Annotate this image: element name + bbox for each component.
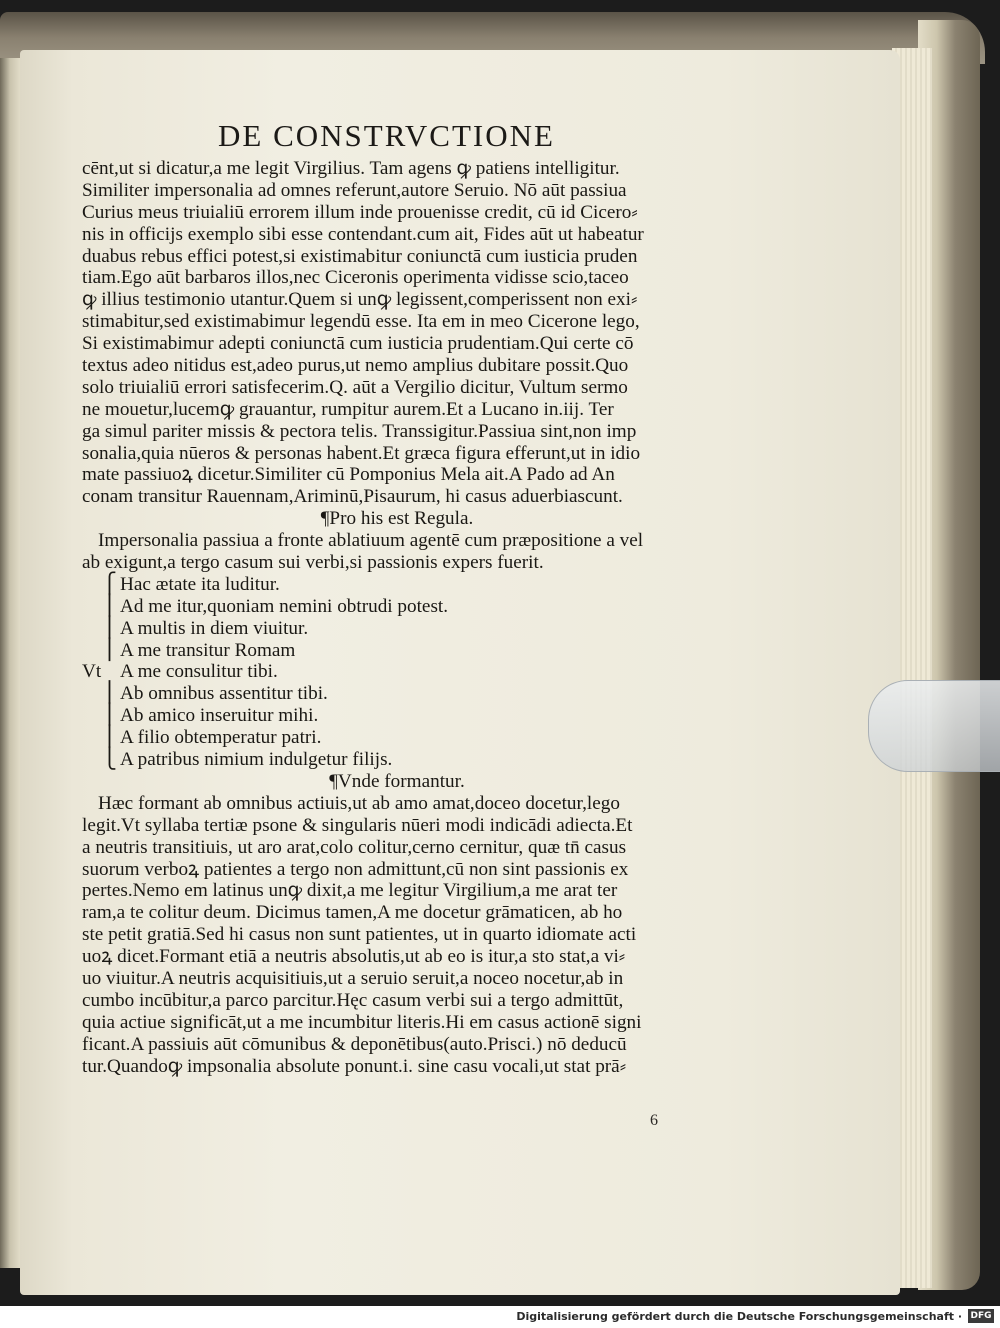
text-line: cumbo incūbitur,a parco parcitur.Hęc casum verbi sui a tergo admittūt, bbox=[82, 989, 624, 1011]
text-line: ne mouetur,lucemꝙ grauantur, rumpitur aurem.Et a Lucano in.iij. Ter bbox=[82, 398, 614, 420]
text-line: ste petit gratiā.Sed hi casus non sunt patientes, ut in quarto idiomate acti bbox=[82, 924, 637, 946]
example-text: A me transitur Romam bbox=[120, 639, 296, 661]
text-line: a neutris transitiuis, ut aro arat,colo colitur,cerno cernitur, quæ tn̄ casus bbox=[82, 836, 627, 858]
example-line bbox=[82, 727, 712, 749]
page-text bbox=[82, 158, 712, 1077]
running-header: DE CONSTRVCTIONE bbox=[218, 118, 555, 153]
example-text: A multis in diem viuitur. bbox=[120, 617, 309, 639]
footer-bar bbox=[0, 1306, 1000, 1328]
example-text: Ab omnibus assentitur tibi. bbox=[120, 683, 328, 705]
example-line bbox=[82, 574, 712, 596]
example-line bbox=[82, 683, 712, 705]
text-line: pertes.Nemo em latinus unꝙ dixit,a me legitur Virgilium,a me arat ter bbox=[82, 880, 618, 902]
text-line: mate passiuoꝝ dicetur.Similiter cū Pomponius Mela ait.A Pado ad An bbox=[82, 464, 615, 486]
example-text: Hac ætate ita luditur. bbox=[120, 573, 280, 595]
text-line: Hæc formant ab omnibus actiuis,ut ab amo amat,doceo docetur,lego bbox=[98, 792, 620, 814]
example-text: Ab amico inseruitur mihi. bbox=[120, 705, 319, 727]
text-line: nis in officijs exemplo sibi esse contendant.cum ait, Fides aūt ut habeatur bbox=[82, 223, 644, 245]
text-line: textus adeo nitidus est,adeo purus,ut nemo amplius dubitare possit.Quo bbox=[82, 355, 629, 377]
example-text: Ad me itur,quoniam nemini obtrudi potest. bbox=[120, 595, 449, 617]
funding-credit: Digitalisierung gefördert durch die Deutsche Forschungsgemeinschaft · bbox=[516, 1310, 962, 1323]
text-line: cēnt,ut si dicatur,a me legit Virgilius. Tam agens ꝙ patiens intelligitur. bbox=[82, 158, 620, 179]
text-line: tiam.Ego aūt barbaros illos,nec Ciceronis operimenta vidisse scio,taceo bbox=[82, 267, 629, 289]
example-line bbox=[82, 640, 712, 662]
text-line: uo viuitur.A neutris acquisitiuis,ut a seruio seruit,a noceo nocetur,ab in bbox=[82, 967, 624, 989]
bracket-mark: ⎪ bbox=[102, 682, 117, 705]
bracket-mark: ⎪ bbox=[102, 638, 117, 661]
rule-line: Impersonalia passiua a fronte ablatiuum agentē cum præpositione a vel bbox=[98, 530, 644, 552]
page-number: 6 bbox=[650, 1112, 658, 1129]
example-line bbox=[82, 596, 712, 618]
example-line bbox=[82, 661, 712, 683]
text-line: quia actiue significāt,ut a me incumbitur literis.Hi em casus actionē signi bbox=[82, 1011, 642, 1033]
rule-line: ab exigunt,a tergo casum sui verbi,si passionis expers fuerit. bbox=[82, 552, 544, 574]
text-line: suorum verboꝝ patientes a tergo non admittunt,cū non sint passionis ex bbox=[82, 858, 629, 880]
rule-heading: ¶Pro his est Regula. bbox=[320, 508, 474, 530]
dfg-logo-icon: DFG bbox=[968, 1309, 994, 1323]
example-text: A filio obtemperatur patri. bbox=[120, 727, 322, 749]
text-line: ram,a te colitur deum. Dicimus tamen,A me docetur grāmaticen, ab ho bbox=[82, 902, 623, 924]
text-line: stimabitur,sed existimabimur legendū esse. Ita em in meo Cicerone lego, bbox=[82, 311, 640, 333]
bracket-mark: ⎪ bbox=[102, 726, 117, 749]
text-line: ꝙ illius testimonio utantur.Quem si unꝙ legissent,comperissent non exi⸗ bbox=[82, 289, 638, 311]
text-line: ga simul pariter missis & pectora telis. Transsigitur.Passiua sint,non imp bbox=[82, 420, 637, 442]
text-line: duabus rebus effici potest,si existimabitur coniunctā cum iusticia pruden bbox=[82, 245, 638, 267]
example-line bbox=[82, 705, 712, 727]
page-clip bbox=[868, 680, 1000, 772]
text-line: solo triuialiū errori satisfecerim.Q. aūt a Vergilio dicitur, Vultum sermo bbox=[82, 376, 628, 398]
text-line: Curius meus triuialiū errorem illum inde prouenisse credit, cū id Cicero⸗ bbox=[82, 201, 638, 223]
left-page-edge bbox=[0, 58, 22, 1268]
bracket-mark: ⎪ bbox=[102, 616, 117, 639]
text-line: Si existimabimur adepti coniunctā cum iusticia prudentiam.Qui certe cō bbox=[82, 333, 634, 355]
section-heading: ¶Vnde formantur. bbox=[329, 770, 465, 792]
text-line: tur.Quandoꝙ impsonalia absolute ponunt.i. sine casu vocali,ut stat prā⸗ bbox=[82, 1055, 627, 1077]
example-line bbox=[82, 749, 712, 771]
example-text: A patribus nimium indulgetur filijs. bbox=[120, 749, 393, 771]
text-line: conam transitur Rauennam,Ariminū,Pisaurum, hi casus aduerbiascunt. bbox=[82, 486, 623, 508]
example-text: A me consulitur tibi. bbox=[120, 661, 278, 683]
bracket-mark: ⎪ bbox=[102, 594, 117, 617]
text-line: sonalia,quia nūeros & personas habent.Et græca figura efferunt,ut in idio bbox=[82, 442, 641, 464]
bracket-mark: ⎩ bbox=[102, 748, 117, 771]
vt-label: Vt bbox=[82, 661, 102, 683]
text-line: ficant.A passiuis aūt cōmunibus & deponētibus(auto.Prisci.) nō deducū bbox=[82, 1033, 627, 1055]
text-line: uoꝝ dicet.Formant etiā a neutris absolutis,ut ab eo is itur,a sto stat,a vi⸗ bbox=[82, 946, 626, 968]
text-line: legit.Vt syllaba tertiæ psone & singularis nūeri modi indicādi adiecta.Et bbox=[82, 814, 633, 836]
bracket-mark: ⎧ bbox=[102, 572, 117, 595]
text-line: Similiter impersonalia ad omnes referunt,autore Seruio. Nō aūt passiua bbox=[82, 179, 627, 201]
bracket-mark: ⎪ bbox=[102, 704, 117, 727]
example-line bbox=[82, 618, 712, 640]
